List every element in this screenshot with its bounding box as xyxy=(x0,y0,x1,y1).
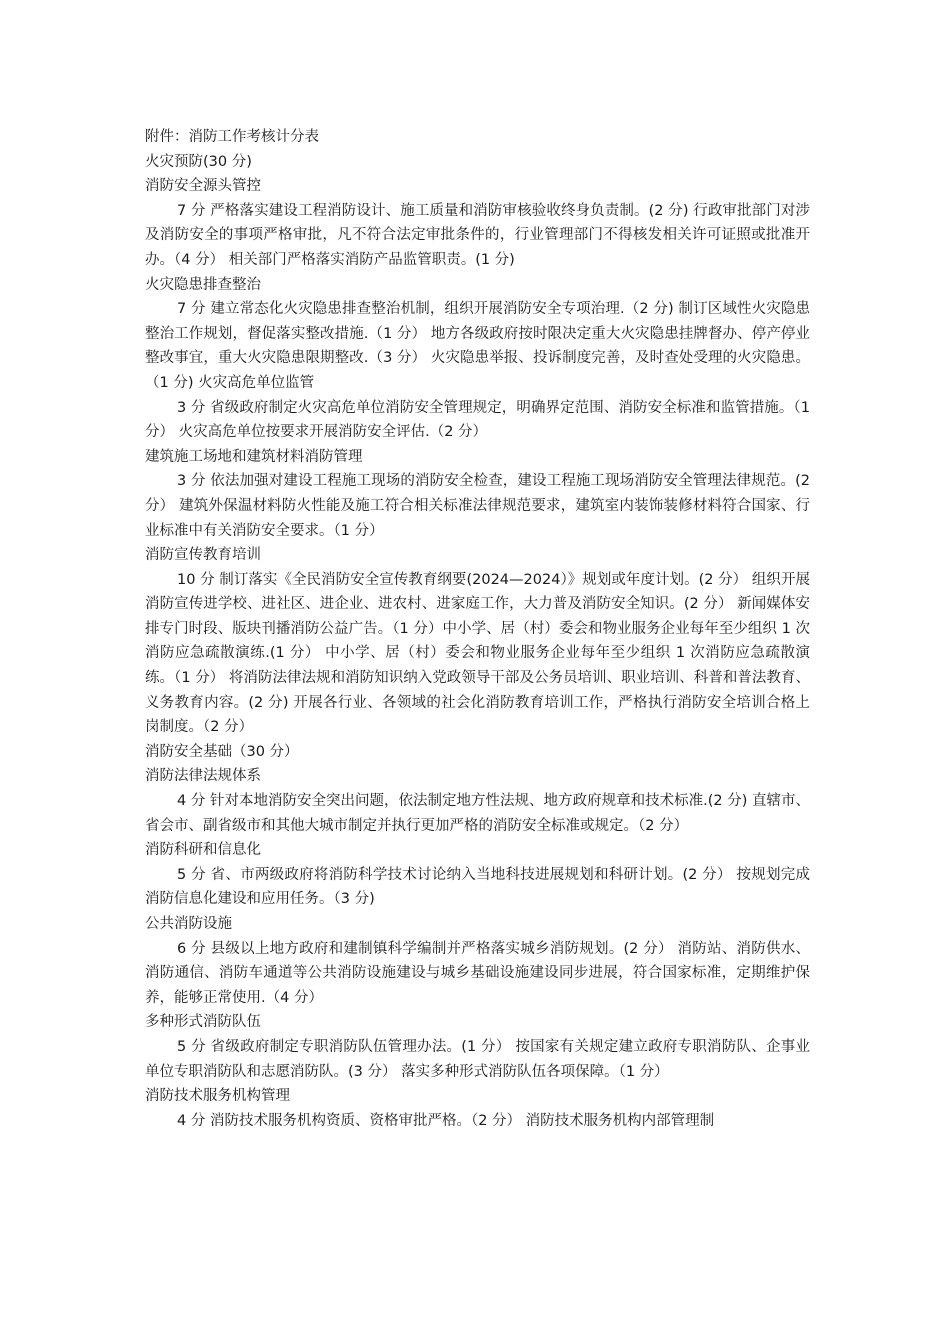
scoring-paragraph: 7 分 建立常态化火灾隐患排查整治机制，组织开展消防安全专项治理.（2 分) 制订区域性火灾隐患整治工作规划，督促落实整改措施.（1 分） 地方各级政府按时限决定重大火灾隐患挂牌督办、停产停业整改事宜，重大火灾隐患限期整改.（3 分） 火灾隐患举报、投诉制度完善，及时查处受理的火灾隐患。（1 分) 火灾高危单位监管 xyxy=(145,301,810,391)
scoring-paragraph: 7 分 严格落实建设工程消防设计、施工质量和消防审核验收终身负责制。(2 分) 行政审批部门对涉及消防安全的事项严格审批，凡不符合法定审批条件的，行业管理部门不得核发相关许可证照或批准开办。（4 分） 相关部门严格落实消防产品监管职责。(1 分) xyxy=(145,202,810,268)
section-heading: 多种形式消防队伍 xyxy=(145,1014,261,1031)
document-page xyxy=(145,125,810,1133)
scoring-paragraph: 3 分 依法加强对建设工程施工现场的消防安全检查，建设工程施工现场消防安全管理法律规范。(2 分） 建筑外保温材料防火性能及施工符合相关标准法律规范要求，建筑室内装饰装修材料符合国家、行业标准中有关消防安全要求。（1 分） xyxy=(145,473,810,539)
scoring-paragraph: 6 分 县级以上地方政府和建制镇科学编制并严格落实城乡消防规划。(2 分） 消防站、消防供水、消防通信、消防车通道等公共消防设施建设与城乡基础设施建设同步进展，符合国家标准，定期维护保养，能够正常使用.（4 分） xyxy=(145,940,810,1006)
scoring-paragraph: 5 分 省、市两级政府将消防科学技术讨论纳入当地科技进展规划和科研计划。(2 分） 按规划完成消防信息化建设和应用任务。（3 分) xyxy=(145,866,810,908)
scoring-paragraph: 4 分 消防技术服务机构资质、资格审批严格。（2 分） 消防技术服务机构内部管理制 xyxy=(177,1112,715,1129)
section-heading: 火灾预防(30 分) xyxy=(145,153,252,170)
section-heading: 消防安全源头管控 xyxy=(145,178,261,195)
section-heading: 公共消防设施 xyxy=(145,916,232,932)
section-heading: 消防科研和信息化 xyxy=(145,842,261,859)
scoring-paragraph: 10 分 制订落实《全民消防安全宣传教育纲要(2024—2024）》规划或年度计划。(2 分） 组织开展消防宣传进学校、进社区、进企业、进农村、进家庭工作，大力普及消防安全知识。(2 分） 新闻媒体安排专门时段、版块刊播消防公益广告。（1 分）中小学、居（村）委会和物业服务企业每年至少组织 1 次消防应急疏散演练.(1 分） 中小学、居（村）委会和物业服务企业每年至少组织 1 次消防应急疏散演练。（1 分） 将消防法律法规和消防知识纳入党政领导干部及公务员培训、职业培训、科普和普法教育、义务教育内容。(2 分) 开展各行业、各领域的社会化消防教育培训工作，严格执行消防安全培训合格上岗制度。（2 分） xyxy=(145,571,810,736)
section-heading: 火灾隐患排查整治 xyxy=(145,276,261,293)
scoring-paragraph: 4 分 针对本地消防安全突出问题，依法制定地方性法规、地方政府规章和技术标准.(2 分) 直辖市、省会市、副省级市和其他大城市制定并执行更加严格的消防安全标准或规定。（2 分） xyxy=(145,793,810,834)
document-title: 附件：消防工作考核计分表 xyxy=(145,129,319,145)
scoring-paragraph: 3 分 省级政府制定火灾高危单位消防安全管理规定，明确界定范围、消防安全标准和监管措施。（1 分） 火灾高危单位按要求开展消防安全评估.（2 分） xyxy=(145,399,810,441)
section-heading: 消防法律法规体系 xyxy=(145,768,261,785)
section-heading: 消防安全基础（30 分） xyxy=(145,743,299,760)
section-heading: 建筑施工场地和建筑材料消防管理 xyxy=(145,448,363,465)
document-body xyxy=(145,150,810,1134)
section-heading: 消防宣传教育培训 xyxy=(145,547,261,564)
scoring-paragraph: 5 分 省级政府制定专职消防队伍管理办法。(1 分） 按国家有关规定建立政府专职消防队、企事业单位专职消防队和志愿消防队。(3 分） 落实多种形式消防队伍各项保障。（1 分） xyxy=(145,1038,810,1080)
section-heading: 消防技术服务机构管理 xyxy=(145,1088,290,1105)
